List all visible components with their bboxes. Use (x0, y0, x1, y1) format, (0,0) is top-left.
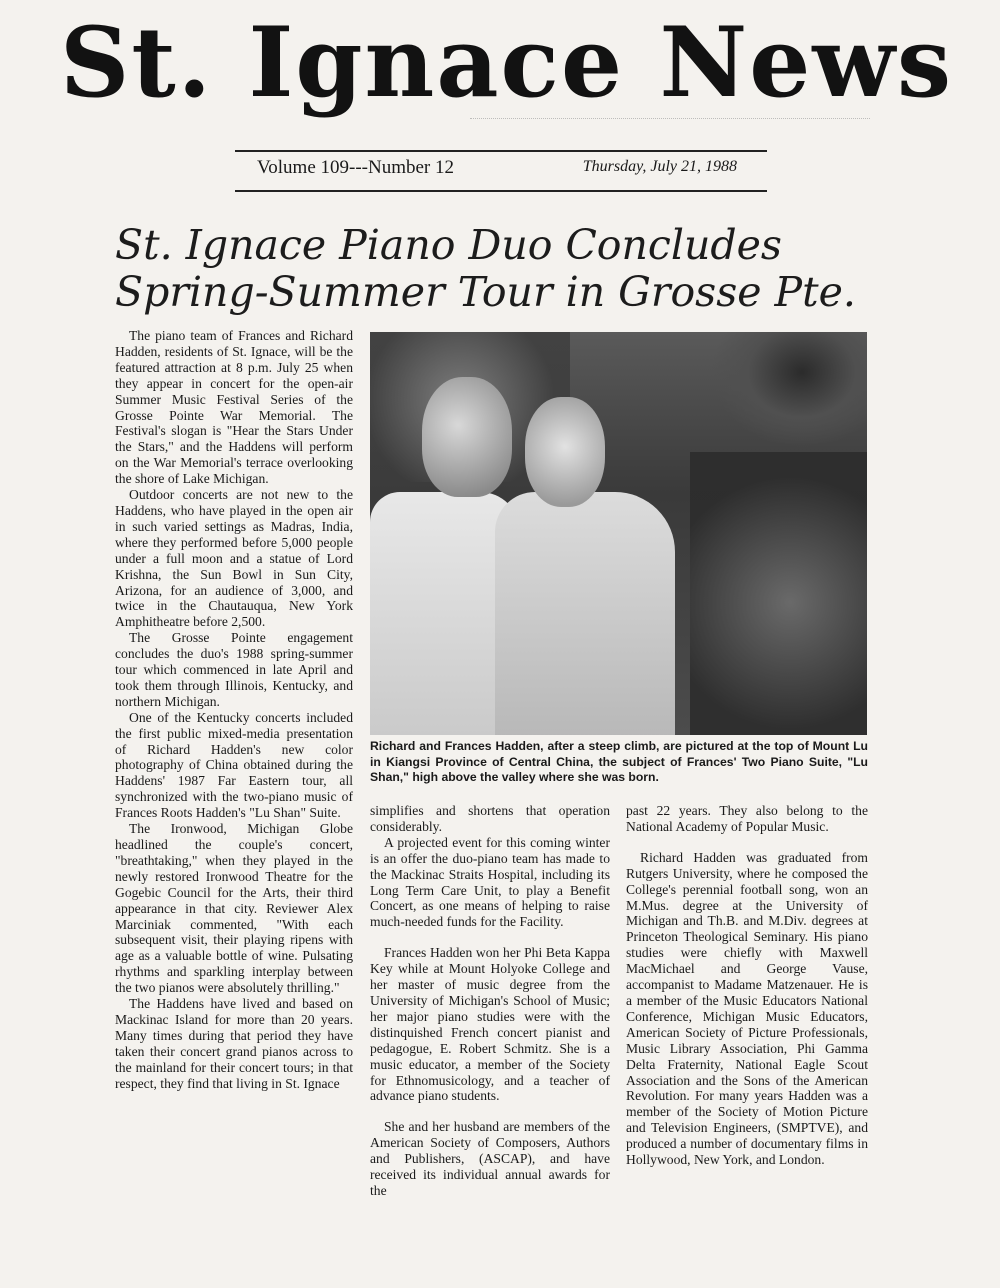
paragraph: past 22 years. They also belong to the National Academy of Popular Music. (626, 803, 868, 834)
headline-line-1: St. Ignace Piano Duo Concludes (115, 221, 782, 269)
article-column-3 (626, 803, 868, 1168)
folio-line (235, 150, 767, 192)
hadden-couple-photo (370, 332, 867, 735)
paragraph: The Grosse Pointe engagement concludes the duo's 1988 spring-summer tour which commenced in late April and took them through Illinois, Kentucky, and northern Michigan. (115, 630, 353, 709)
paragraph: Richard Hadden was graduated from Rutgers University, where he composed the College's perennial football song, won an M.Mus. degree at the University of Michigan and Th.B. and M.Div. degrees at Princeton Theological Seminary. His piano studies were chiefly with Maxwell MacMichael and George Vause, accompanist to Madame Matzenauer. He is a member of the Music Educators National Conference, Michigan Music Educators, American Society of Picture Professionals, Music Library Association, Phi Gamma Delta Fraternity, National Eagle Scout Association and the Sons of the American Revolution. For many years Hadden was a member of the Society of Motion Picture and Television Engineers, (SMPTVE), and produced a number of documentary films in Hollywood, New York, and London. (626, 849, 868, 1168)
photo-man-head (422, 377, 512, 497)
article-column-1 (115, 328, 353, 1092)
newspaper-masthead: St. Ignace News (60, 6, 954, 119)
paragraph: simplifies and shortens that operation considerably. (370, 803, 610, 834)
headline-line-2: Spring-Summer Tour in Grosse Pte. (115, 268, 856, 316)
scan-artifact (470, 118, 870, 133)
photo-foliage (690, 452, 867, 735)
paragraph: A projected event for this coming winter is an offer the duo-piano team has made to the Mackinac Straits Hospital, including its Long Term Care Unit, to play a Benefit Concert, as one means of helping to raise much-needed funds for the Facility. (370, 834, 610, 930)
paragraph: Frances Hadden won her Phi Beta Kappa Key while at Mount Holyoke College and her master of music degree from the University of Michigan's School of Music; her major piano studies were with the distinquished French concert pianist and pedagogue, E. Robert Schmitz. She is a music educator, a member of the Society for Ethnomusicology, and a teacher of advance piano students. (370, 945, 610, 1104)
photo-woman-figure (495, 492, 675, 735)
paragraph: The Haddens have lived and based on Mackinac Island for more than 20 years. Many times during that period they have taken their concert grand pianos across to the mainland for their concert tours; in that respect, they find that living in St. Ignace (115, 996, 353, 1091)
article-column-2 (370, 803, 610, 1199)
paragraph: The Ironwood, Michigan Globe headlined the couple's concert, "breathtaking," when they played in the newly restored Ironwood Theatre for the Gogebic Council for the Arts, their third appearance in that city. Reviewer Alex Marciniak commented, "With each subsequent visit, their playing ripens with age as a valuable bottle of wine. Pulsating rhythms and sparkling interplay between the two pianos were absolutely thrilling." (115, 821, 353, 996)
paragraph: One of the Kentucky concerts included the first public mixed-media presentation of Richard Hadden's new color photography of China obtained during the Haddens' 1987 Far Eastern tour, all synchronized with the two-piano music of Frances Roots Hadden's "Lu Shan" Suite. (115, 709, 353, 821)
paragraph: She and her husband are members of the American Society of Composers, Authors and Publishers, (ASCAP), and have received its individual annual awards for the (370, 1119, 610, 1198)
photo-woman-head (525, 397, 605, 507)
volume-number: Volume 109---Number 12 (257, 157, 455, 178)
paragraph: The piano team of Frances and Richard Hadden, residents of St. Ignace, will be the featured attraction at 8 p.m. July 25 when they appear in concert for the open-air Summer Music Festival Series of the Grosse Pointe War Memorial. The Festival's slogan is "Hear the Stars Under the Stars," and the Haddens will perform on the War Memorial's terrace overlooking the shore of Lake Michigan. (115, 328, 353, 487)
article-headline (115, 222, 915, 316)
paragraph: Outdoor concerts are not new to the Haddens, who have played in the open air in such varied settings as Madras, India, where they performed before 5,000 people under a full moon and a statue of Lord Krishna, the Sun Bowl in Sun City, Arizona, for an audience of 3,000, and twice in the Chautauqua, New York Amphitheatre before 2,500. (115, 487, 353, 630)
photo-caption: Richard and Frances Hadden, after a steep climb, are pictured at the top of Mount Lu in Kiangsi Province of Central China, the subject of Frances' Two Piano Suite, "Lu Shan," high above the valley where she was born. (370, 739, 868, 785)
issue-date: Thursday, July 21, 1988 (582, 158, 737, 175)
